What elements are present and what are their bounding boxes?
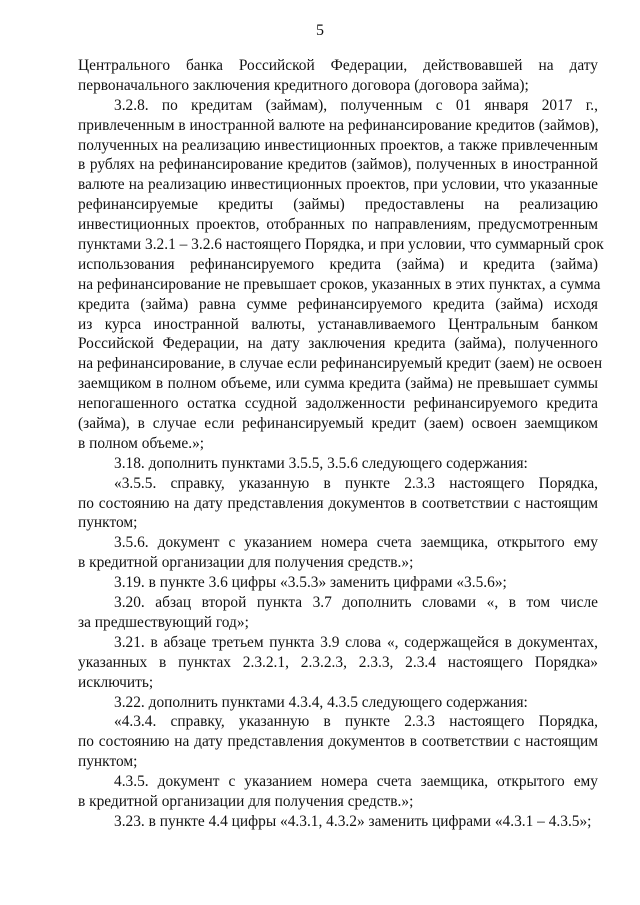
text-line: в кредитной организации для получения средств.»; bbox=[78, 792, 414, 810]
text-line: непогашенного остатка ссудной задолженности рефинансируемого кредита bbox=[78, 395, 598, 413]
text-line: 3.23. в пункте 4.4 цифры «4.3.1, 4.3.2» заменить цифрами «4.3.1 – 4.3.5»; bbox=[114, 812, 592, 830]
text-line: валюте на реализацию инвестиционных проектов, при условии, что указанные bbox=[78, 176, 598, 194]
page-number: 5 bbox=[316, 22, 324, 39]
text-line: пунктом; bbox=[78, 514, 138, 532]
document-body bbox=[78, 56, 604, 832]
text-line: полученных на реализацию инвестиционных проектов, а также привлеченным bbox=[78, 136, 598, 154]
text-line: на рефинансирование, в случае если рефинансируемый кредит (заем) не освоен bbox=[78, 355, 603, 373]
text-line: «3.5.5. справку, указанную в пункте 2.3.3 настоящего Порядка, bbox=[114, 474, 598, 492]
text-line: «4.3.4. справку, указанную в пункте 2.3.3 настоящего Порядка, bbox=[114, 713, 598, 731]
text-line: по состоянию на дату представления документов в соответствии с настоящим bbox=[78, 733, 598, 751]
text-line: 3.19. в пункте 3.6 цифры «3.5.3» заменить цифрами «3.5.6»; bbox=[114, 574, 507, 592]
text-line: 4.3.5. документ с указанием номера счета заемщика, открытого ему bbox=[114, 773, 598, 791]
text-line: Центрального банка Российской Федерации, действовавшей на дату bbox=[78, 57, 598, 74]
text-line: использования рефинансируемого кредита (займа) и кредита (займа) bbox=[78, 255, 598, 273]
text-line: на рефинансирование не превышает сроков, указанных в этих пунктах, а сумма bbox=[78, 275, 601, 293]
text-line: в рублях на рефинансирование кредитов (займов), полученных в иностранной bbox=[78, 156, 598, 174]
text-line: рефинансируемые кредиты (займы) предоставлены на реализацию bbox=[78, 196, 598, 214]
text-line: 3.21. в абзаце третьем пункта 3.9 слова «, содержащейся в документах, bbox=[114, 633, 598, 651]
text-line: из курса иностранной валюты, устанавливаемого Центральным банком bbox=[78, 315, 598, 333]
text-line: пунктами 3.2.1 – 3.2.6 настоящего Порядка, и при условии, что суммарный срок bbox=[78, 236, 604, 254]
text-line: 3.2.8. по кредитам (займам), полученным с 01 января 2017 г., bbox=[114, 96, 598, 114]
text-line: 3.20. абзац второй пункта 3.7 дополнить словами «, в том числе bbox=[114, 594, 598, 612]
text-line: привлеченным в иностранной валюте на рефинансирование кредитов (займов), bbox=[78, 116, 599, 134]
text-line: инвестиционных проектов, отобранных по направлениям, предусмотренным bbox=[78, 216, 598, 234]
text-line: в полном объеме.»; bbox=[78, 434, 205, 452]
text-line: 3.5.6. документ с указанием номера счета заемщика, открытого ему bbox=[114, 534, 598, 552]
text-line: пунктом; bbox=[78, 753, 138, 771]
text-line: Российской Федерации, на дату заключения кредита (займа), полученного bbox=[78, 335, 598, 353]
text-line: в кредитной организации для получения средств.»; bbox=[78, 554, 414, 572]
text-line: кредита (займа) равна сумме рефинансируемого кредита (займа) исходя bbox=[78, 295, 598, 313]
text-line: за предшествующий год»; bbox=[78, 613, 249, 631]
text-line: 3.22. дополнить пунктами 4.3.4, 4.3.5 следующего содержания: bbox=[114, 693, 528, 711]
text-line: по состоянию на дату представления документов в соответствии с настоящим bbox=[78, 494, 598, 512]
text-line: исключить; bbox=[78, 673, 154, 691]
text-line: указанных в пунктах 2.3.2.1, 2.3.2.3, 2.3.3, 2.3.4 настоящего Порядка» bbox=[78, 653, 598, 671]
text-line: 3.18. дополнить пунктами 3.5.5, 3.5.6 следующего содержания: bbox=[114, 454, 528, 472]
text-line: заемщиком в полном объеме, или сумма кредита (займа) не превышает суммы bbox=[78, 375, 598, 393]
text-line: первоначального заключения кредитного договора (договора займа); bbox=[78, 76, 529, 94]
text-line: (займа), в случае если рефинансируемый кредит (заем) освоен заемщиком bbox=[78, 415, 598, 433]
